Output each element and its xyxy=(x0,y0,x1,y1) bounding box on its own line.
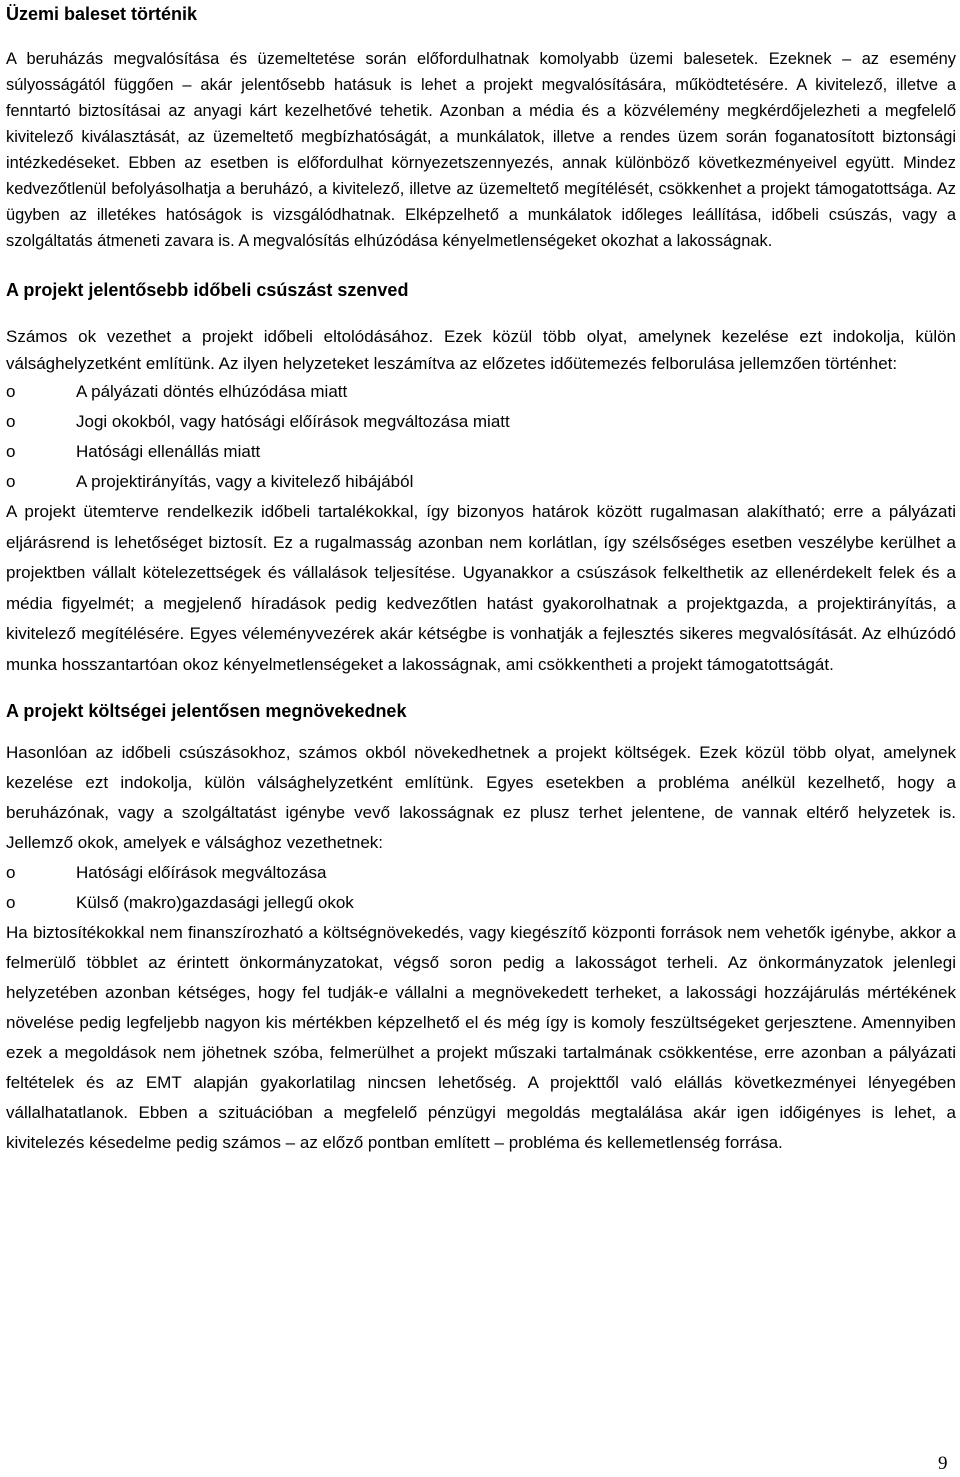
section-heading: A projekt költségei jelentősen megnövekednek xyxy=(6,701,407,721)
bullet-list xyxy=(6,377,956,497)
list-item-text: Külső (makro)gazdasági jellegű okok xyxy=(76,893,354,912)
body-paragraph: Számos ok vezethet a projekt időbeli eltolódásához. Ezek közül több olyat, amelynek kezelése ezt indokolja, külön válsághelyzetként említünk. Az ilyen helyzeteket leszámítva az előzetes időütemezés felborulása jellemzően történhet: xyxy=(6,327,956,373)
bullet-marker: o xyxy=(6,863,16,882)
body-paragraph: Hasonlóan az időbeli csúszásokhoz, számos okból növekedhetnek a projekt költségek. Ezek közül több olyat, amelynek kezelése ezt indokolja, külön válsághelyzetként említünk. Egyes esetekben a probléma anélkül kezelhető, hogy a beruházónak, vagy a szolgáltatást igénybe vevő lakosságnak ez plusz terhet jelentene, de vannak eltérő helyzetek is. Jellemző okok, amelyek e válsághoz vezethetnek: xyxy=(6,743,956,852)
bullet-marker: o xyxy=(6,382,16,401)
list-item xyxy=(6,377,956,407)
document-page xyxy=(6,0,956,1158)
list-item xyxy=(6,407,956,437)
bullet-marker: o xyxy=(6,472,16,491)
page-number: 9 xyxy=(938,1453,948,1474)
bullet-marker: o xyxy=(6,412,16,431)
bullet-marker: o xyxy=(6,442,16,461)
list-item xyxy=(6,467,956,497)
list-item xyxy=(6,858,956,888)
section-heading: A projekt jelentősebb időbeli csúszást szenved xyxy=(6,280,409,300)
list-item-text: A projektirányítás, vagy a kivitelező hibájából xyxy=(76,472,414,491)
list-item xyxy=(6,437,956,467)
bullet-marker: o xyxy=(6,893,16,912)
list-item xyxy=(6,888,956,918)
section-idobeli-csuszas xyxy=(6,279,956,680)
list-item-text: Jogi okokból, vagy hatósági előírások megváltozása miatt xyxy=(76,412,510,431)
section-uzemi-baleset xyxy=(6,0,956,254)
section-koltsegek xyxy=(6,700,956,1158)
list-item-text: Hatósági előírások megváltozása xyxy=(76,863,327,882)
section-heading: Üzemi baleset történik xyxy=(6,4,198,24)
body-paragraph: A projekt ütemterve rendelkezik időbeli tartalékokkal, így bizonyos határok között rugalmasan alakítható; erre a pályázati eljárásrend is lehetőséget biztosít. Ez a rugalmasság azonban nem korlátlan, így szélsőséges esetben veszélybe kerülhet a projektben vállalt kötelezettségek és vállalások teljesítése. Ugyanakkor a csúszások felkelthetik az ellenérdekelt felek és a média figyelmét; a megjelenő híradások pedig kedvezőtlen hatást gyakorolhatnak a projektgazda, a projektirányítás, a kivitelező megítélésére. Egyes véleményvezérek akár kétségbe is vonhatják a fejlesztés sikeres megvalósítását. Az elhúzódó munka hosszantartóan okoz kényelmetlenségeket a lakosságnak, ami csökkentheti a projekt támogatottságát. xyxy=(6,502,956,674)
list-item-text: A pályázati döntés elhúzódása miatt xyxy=(76,382,348,401)
body-paragraph: A beruházás megvalósítása és üzemeltetése során előfordulhatnak komolyabb üzemi balesetek. Ezeknek – az esemény súlyosságától függően – akár jelentősebb hatásuk is lehet a projekt megvalósítására, működtetésére. A kivitelező, illetve a fenntartó biztosításai az anyagi kárt kezelhetővé tehetik. Azonban a média és a közvélemény megkérdőjelezheti a megfelelő kivitelező kiválasztását, az üzemeltető megbízhatóságát, a munkálatok, illetve a rendes üzem során foganatosított biztonsági intézkedéseket. Ebben az esetben is előfordulhat környezetszennyezés, annak különböző következményeivel együtt. Mindez kedvezőtlenül befolyásolhatja a beruházó, a kivitelező, illetve az üzemeltető megítélését, csökkenhet a projekt támogatottsága. Az ügyben az illetékes hatóságok is vizsgálódhatnak. Elképzelhető a munkálatok időleges leállítása, időbeli csúszás, vagy a szolgáltatás átmeneti zavara is. A megvalósítás elhúzódása kényelmetlenségeket okozhat a lakosságnak. xyxy=(6,50,956,250)
list-item-text: Hatósági ellenállás miatt xyxy=(76,442,261,461)
bullet-list xyxy=(6,858,956,918)
body-paragraph: Ha biztosítékokkal nem finanszírozható a költségnövekedés, vagy kiegészítő központi források nem vehetők igénybe, akkor a felmerülő többlet az érintett önkormányzatokat, végső soron pedig a lakosságot terheli. Az önkormányzatok jelenlegi helyzetében azonban kétséges, hogy fel tudják-e vállalni a megnövekedett terheket, a lakossági hozzájárulás mértékének növelése pedig legfeljebb nagyon kis mértékben képzelhető el és még így is komoly feszültségeket gerjesztene. Amennyiben ezek a megoldások nem jöhetnek szóba, felmerülhet a projekt műszaki tartalmának csökkentése, erre azonban a pályázati feltételek és az EMT alapján gyakorlatilag nincsen lehetőség. A projekttől való elállás következményei lényegében vállalhatatlanok. Ebben a szituációban a megfelelő pénzügyi megoldás megtalálása akár igen időigényes is lehet, a kivitelezés késedelme pedig számos – az előző pontban említett – probléma és kellemetlenség forrása. xyxy=(6,923,956,1152)
